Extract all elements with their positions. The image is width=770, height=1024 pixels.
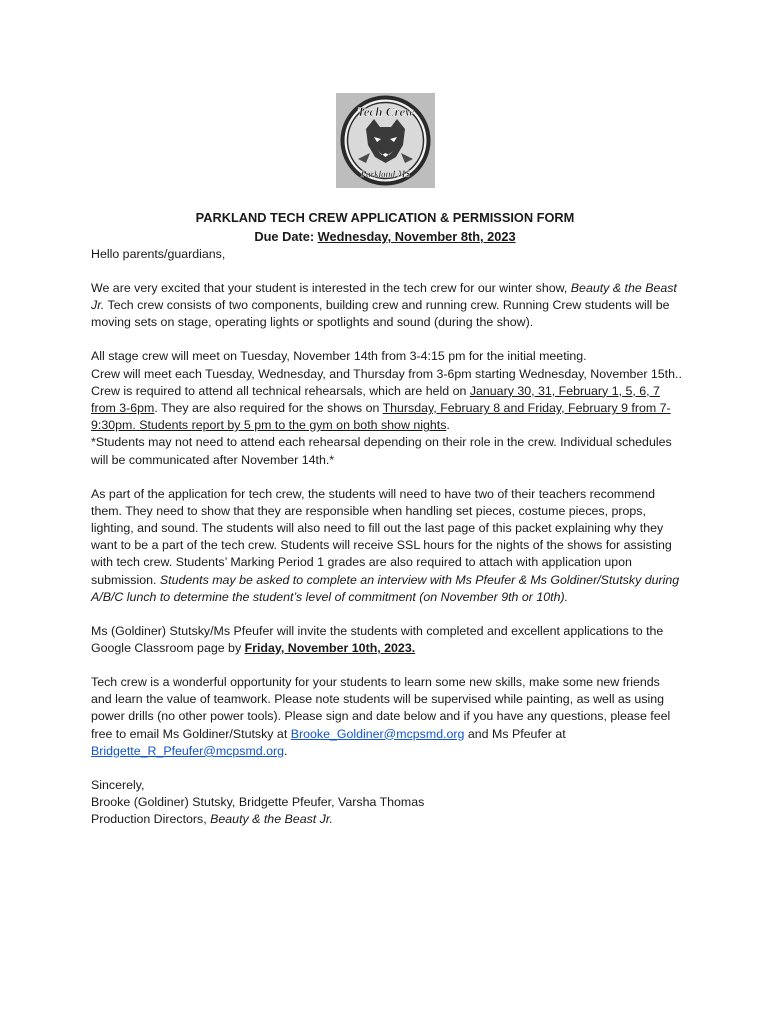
email-link-pfeufer[interactable]: Bridgette_R_Pfeufer@mcpsmd.org xyxy=(91,743,285,758)
closing-names: Brooke (Goldiner) Stutsky, Bridgette Pfeufer, Varsha Thomas xyxy=(91,795,425,810)
tech-crew-logo xyxy=(336,93,435,188)
opportunity-text-3: . xyxy=(284,743,288,758)
invite-text: Ms (Goldiner) Stutsky/Ms Pfeufer will invite the students with completed and excellent applications to the Google Classroom page by xyxy=(91,623,664,656)
email-link-goldiner[interactable]: Brooke_Goldiner@mcpsmd.org xyxy=(290,726,465,741)
form-title: PARKLAND TECH CREW APPLICATION & PERMISSION FORM xyxy=(195,210,575,225)
interview-note: Students may be asked to complete an interview with Ms Pfeufer & Ms Goldiner/Stutsky during A/B/C lunch to determine the student’s level of commitment (on November 9th or 10th). xyxy=(91,572,680,604)
greeting: Hello parents/guardians, xyxy=(91,247,226,261)
opportunity-text: Tech crew is a wonderful opportunity for your students to learn some new skills, make some new friends and learn the value of teamwork. Please note students will be supervised while painting, as well as using power drills (no other power tools). Please sign and date below and if you have any questions, please feel free to email Ms Goldiner/Stutsky at xyxy=(91,675,671,741)
schedule-paragraph xyxy=(91,366,683,435)
due-date-line xyxy=(0,228,770,245)
application-text: As part of the application for tech crew, the students will need to have two of their teachers recommend them. They need to show that they are responsible when handling set pieces, costume pieces, props, lighting, and sound. The students will also need to fill out the last page of this packet explaining why they want to be a part of the tech crew. Students will receive SSL hours for the nights of the shows for assisting with tech crew. Students’ Marking Period 1 grades are also required to attach with application upon submission. xyxy=(91,486,672,587)
closing-sincerely: Sincerely, xyxy=(91,777,145,792)
paragraph-intro xyxy=(91,280,683,332)
svg-text:Tech Crew: Tech Crew xyxy=(357,104,414,119)
schedule-text-2: . They are also required for the shows on xyxy=(154,401,383,416)
intro-text: We are very excited that your student is interested in the tech crew for our winter show, xyxy=(91,281,571,295)
role-text: Production Directors, xyxy=(91,812,211,827)
svg-text:Parkland MS: Parkland MS xyxy=(360,169,411,179)
show-title: Beauty & the Beast Jr. xyxy=(91,281,677,313)
letter-body xyxy=(91,246,683,828)
closing-show-title: Beauty & the Beast Jr. xyxy=(210,812,333,827)
rehearsal-dates: January 30, 31, February 1, 5, 6, 7 from 3-6pm xyxy=(91,383,660,416)
panther-logo-graphic xyxy=(336,93,435,188)
due-date-value: Wednesday, November 8th, 2023 xyxy=(317,229,516,244)
show-dates: Thursday, February 8 and Friday, February 9 from 7-9:30pm. Students report by 5 pm to the gym on both show nights xyxy=(91,401,671,433)
schedule-text-3: . xyxy=(446,418,450,433)
invite-date: Friday, November 10th, 2023. xyxy=(244,641,416,656)
schedule-note: *Students may not need to attend each rehearsal depending on their role in the crew. Individual schedules will be communicated after November 14th.* xyxy=(91,435,672,467)
schedule-text: Crew will meet each Tuesday, Wednesday, and Thursday from 3-6pm starting Wednesday, November 15th.. Crew is required to attend all technical rehearsals, which are held on xyxy=(91,366,682,398)
paragraph-invite xyxy=(91,623,683,657)
due-date-label: Due Date: xyxy=(254,229,318,244)
meeting-line: All stage crew will meet on Tuesday, November 14th from 3-4:15 pm for the initial meeting. xyxy=(91,349,587,364)
closing-role xyxy=(91,811,683,828)
opportunity-text-2: and Ms Pfeufer at xyxy=(464,726,566,741)
intro-text-2: Tech crew consists of two components, building crew and running crew. Running Crew students will be moving sets on stage, operating lights or spotlights and sound (during the show). xyxy=(91,298,670,330)
paragraph-application xyxy=(91,486,683,606)
paragraph-opportunity xyxy=(91,674,683,760)
